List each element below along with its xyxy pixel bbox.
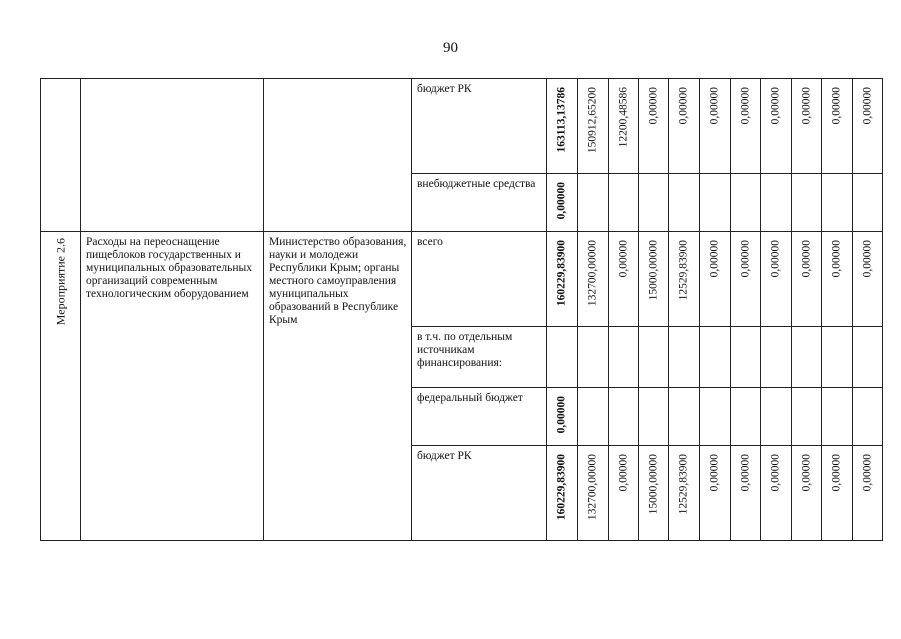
measure-row-2-source-text: в т.ч. по отдельным источникам финансирования: (417, 331, 513, 369)
measure-row-4-value-7-value: 0,00000 (769, 454, 782, 492)
top-row-2-total (547, 174, 578, 232)
top-row-1-value-9 (822, 79, 853, 174)
measure-row-4-value-5 (700, 446, 731, 541)
measure-row-4-value-10-value: 0,00000 (861, 454, 873, 492)
measure-row-4-value-3 (639, 446, 669, 541)
top-row-2-value-10 (853, 174, 883, 232)
measure-row-4-value-6-value: 0,00000 (739, 454, 751, 492)
measure-row-1-value-4 (669, 232, 700, 327)
measure-row-1-value-3-value: 15000,00000 (647, 240, 659, 301)
measure-row-1-value-9 (822, 232, 853, 327)
measure-row-2-value-3 (639, 327, 669, 388)
measure-row-4-value-4 (669, 446, 700, 541)
measure-row-3-value-7 (761, 388, 792, 446)
measure-row-1-value-4-value: 12529,83900 (677, 240, 690, 301)
measure-label-cell (41, 232, 81, 541)
measure-row-4-value-8 (792, 446, 822, 541)
top-row-1-total (547, 79, 578, 174)
measure-row-1-value-3 (639, 232, 669, 327)
measure-row-2-value-9 (822, 327, 853, 388)
top-row-1-value-5-value: 0,00000 (708, 87, 721, 125)
measure-row-1-value-10 (853, 232, 883, 327)
measure-row-1-source-text: всего (417, 236, 443, 248)
blank-col-3 (264, 79, 412, 232)
measure-row-3-value-8 (792, 388, 822, 446)
measure-row-1-value-7-value: 0,00000 (769, 240, 782, 278)
measure-row-4-value-1-value: 132700,00000 (586, 454, 599, 521)
top-row-1-value-10-value: 0,00000 (861, 87, 873, 125)
top-row-2-value-3 (639, 174, 669, 232)
top-row-1-value-6 (731, 79, 761, 174)
measure-row-1-value-2 (609, 232, 639, 327)
measure-row-1-value-10-value: 0,00000 (861, 240, 873, 278)
measure-executor-text: Министерство образования, науки и молодежи Республики Крым; органы местного самоуправления муниципальных образований в Республике Крым (269, 236, 407, 326)
top-row-1-value-8 (792, 79, 822, 174)
measure-row-1-total-value: 160229,83900 (555, 240, 568, 307)
financing-table (40, 78, 883, 541)
measure-row-1-value-7 (761, 232, 792, 327)
top-row-2-value-8 (792, 174, 822, 232)
top-row-2-total-value: 0,00000 (555, 182, 568, 220)
top-row-1-value-9-value: 0,00000 (830, 87, 843, 125)
measure-row-4-value-7 (761, 446, 792, 541)
measure-row-2-value-4 (669, 327, 700, 388)
top-row-1-value-10 (853, 79, 883, 174)
measure-row-4-total (547, 446, 578, 541)
table-body (41, 79, 883, 541)
measure-row-4-value-10 (853, 446, 883, 541)
measure-row-1-value-5 (700, 232, 731, 327)
top-row-1-source (412, 79, 547, 174)
measure-row-4-value-2-value: 0,00000 (617, 454, 629, 492)
measure-row-1-value-8 (792, 232, 822, 327)
measure-description-text: Расходы на переоснащение пищеблоков государственных и муниципальных образовательных организаций современным технологическим оборудованием (86, 236, 253, 300)
top-row-2-source (412, 174, 547, 232)
measure-row-4-value-9-value: 0,00000 (830, 454, 843, 492)
measure-label: Мероприятие 2.6 (53, 238, 67, 326)
top-row-1-value-5 (700, 79, 731, 174)
measure-row-4-value-6 (731, 446, 761, 541)
top-row-1-value-3 (639, 79, 669, 174)
measure-row-2-value-1 (578, 327, 609, 388)
top-row-1-value-2-value: 12200,48586 (617, 87, 629, 148)
measure-row-3-value-2 (609, 388, 639, 446)
top-row-2-value-6 (731, 174, 761, 232)
blank-col-2 (81, 79, 264, 232)
measure-row-3-value-5 (700, 388, 731, 446)
measure-row-4-value-9 (822, 446, 853, 541)
measure-description (81, 232, 264, 541)
measure-row-4-value-4-value: 12529,83900 (677, 454, 690, 515)
page-number: 90 (443, 40, 458, 56)
top-row-1-value-1 (578, 79, 609, 174)
top-row-2-value-2 (609, 174, 639, 232)
top-row-1-value-6-value: 0,00000 (739, 87, 751, 125)
measure-row-3-total-value: 0,00000 (555, 396, 568, 434)
measure-row-3-value-3 (639, 388, 669, 446)
measure-row-4-source (412, 446, 547, 541)
measure-row-3-value-9 (822, 388, 853, 446)
table-row (41, 232, 883, 327)
top-row-1-source-text: бюджет РК (417, 83, 472, 95)
measure-row-4-value-1 (578, 446, 609, 541)
measure-row-3-source-text: федеральный бюджет (417, 392, 523, 404)
measure-row-1-total (547, 232, 578, 327)
measure-row-1-value-1 (578, 232, 609, 327)
top-row-1-value-1-value: 150912,65200 (586, 87, 599, 154)
blank-col-1 (41, 79, 81, 232)
measure-row-2-value-5 (700, 327, 731, 388)
top-row-1-value-7-value: 0,00000 (769, 87, 782, 125)
top-row-2-value-1 (578, 174, 609, 232)
measure-row-1-source (412, 232, 547, 327)
measure-row-1-value-6 (731, 232, 761, 327)
measure-row-2-value-7 (761, 327, 792, 388)
measure-row-3-total (547, 388, 578, 446)
top-row-1-value-3-value: 0,00000 (647, 87, 659, 125)
measure-row-4-value-2 (609, 446, 639, 541)
measure-row-1-value-5-value: 0,00000 (708, 240, 721, 278)
measure-row-3-value-10 (853, 388, 883, 446)
top-row-2-value-4 (669, 174, 700, 232)
measure-row-2-value-8 (792, 327, 822, 388)
measure-row-2-value-6 (731, 327, 761, 388)
measure-row-3-value-1 (578, 388, 609, 446)
measure-row-3-source (412, 388, 547, 446)
measure-row-3-value-4 (669, 388, 700, 446)
measure-row-4-value-5-value: 0,00000 (708, 454, 721, 492)
measure-row-4-value-3-value: 15000,00000 (647, 454, 659, 515)
measure-row-4-value-8-value: 0,00000 (800, 454, 812, 492)
measure-row-3-value-6 (731, 388, 761, 446)
measure-executor (264, 232, 412, 541)
top-row-1-value-8-value: 0,00000 (800, 87, 812, 125)
top-row-2-source-text: внебюджетные средства (417, 178, 536, 190)
measure-row-4-total-value: 160229,83900 (555, 454, 568, 521)
top-row-1-value-4-value: 0,00000 (677, 87, 690, 125)
measure-row-2-source (412, 327, 547, 388)
top-row-2-value-9 (822, 174, 853, 232)
measure-row-4-source-text: бюджет РК (417, 450, 472, 462)
top-row-1-value-4 (669, 79, 700, 174)
top-row-1-value-2 (609, 79, 639, 174)
top-row-2-value-7 (761, 174, 792, 232)
table-row (41, 79, 883, 174)
measure-row-1-value-1-value: 132700,00000 (586, 240, 599, 307)
measure-row-2-value-10 (853, 327, 883, 388)
top-row-1-value-7 (761, 79, 792, 174)
measure-row-1-value-2-value: 0,00000 (617, 240, 629, 278)
measure-row-1-value-8-value: 0,00000 (800, 240, 812, 278)
measure-row-2-value-2 (609, 327, 639, 388)
measure-row-1-value-9-value: 0,00000 (830, 240, 843, 278)
measure-row-1-value-6-value: 0,00000 (739, 240, 751, 278)
top-row-1-total-value: 163113,13786 (555, 87, 568, 153)
top-row-2-value-5 (700, 174, 731, 232)
measure-row-2-total (547, 327, 578, 388)
